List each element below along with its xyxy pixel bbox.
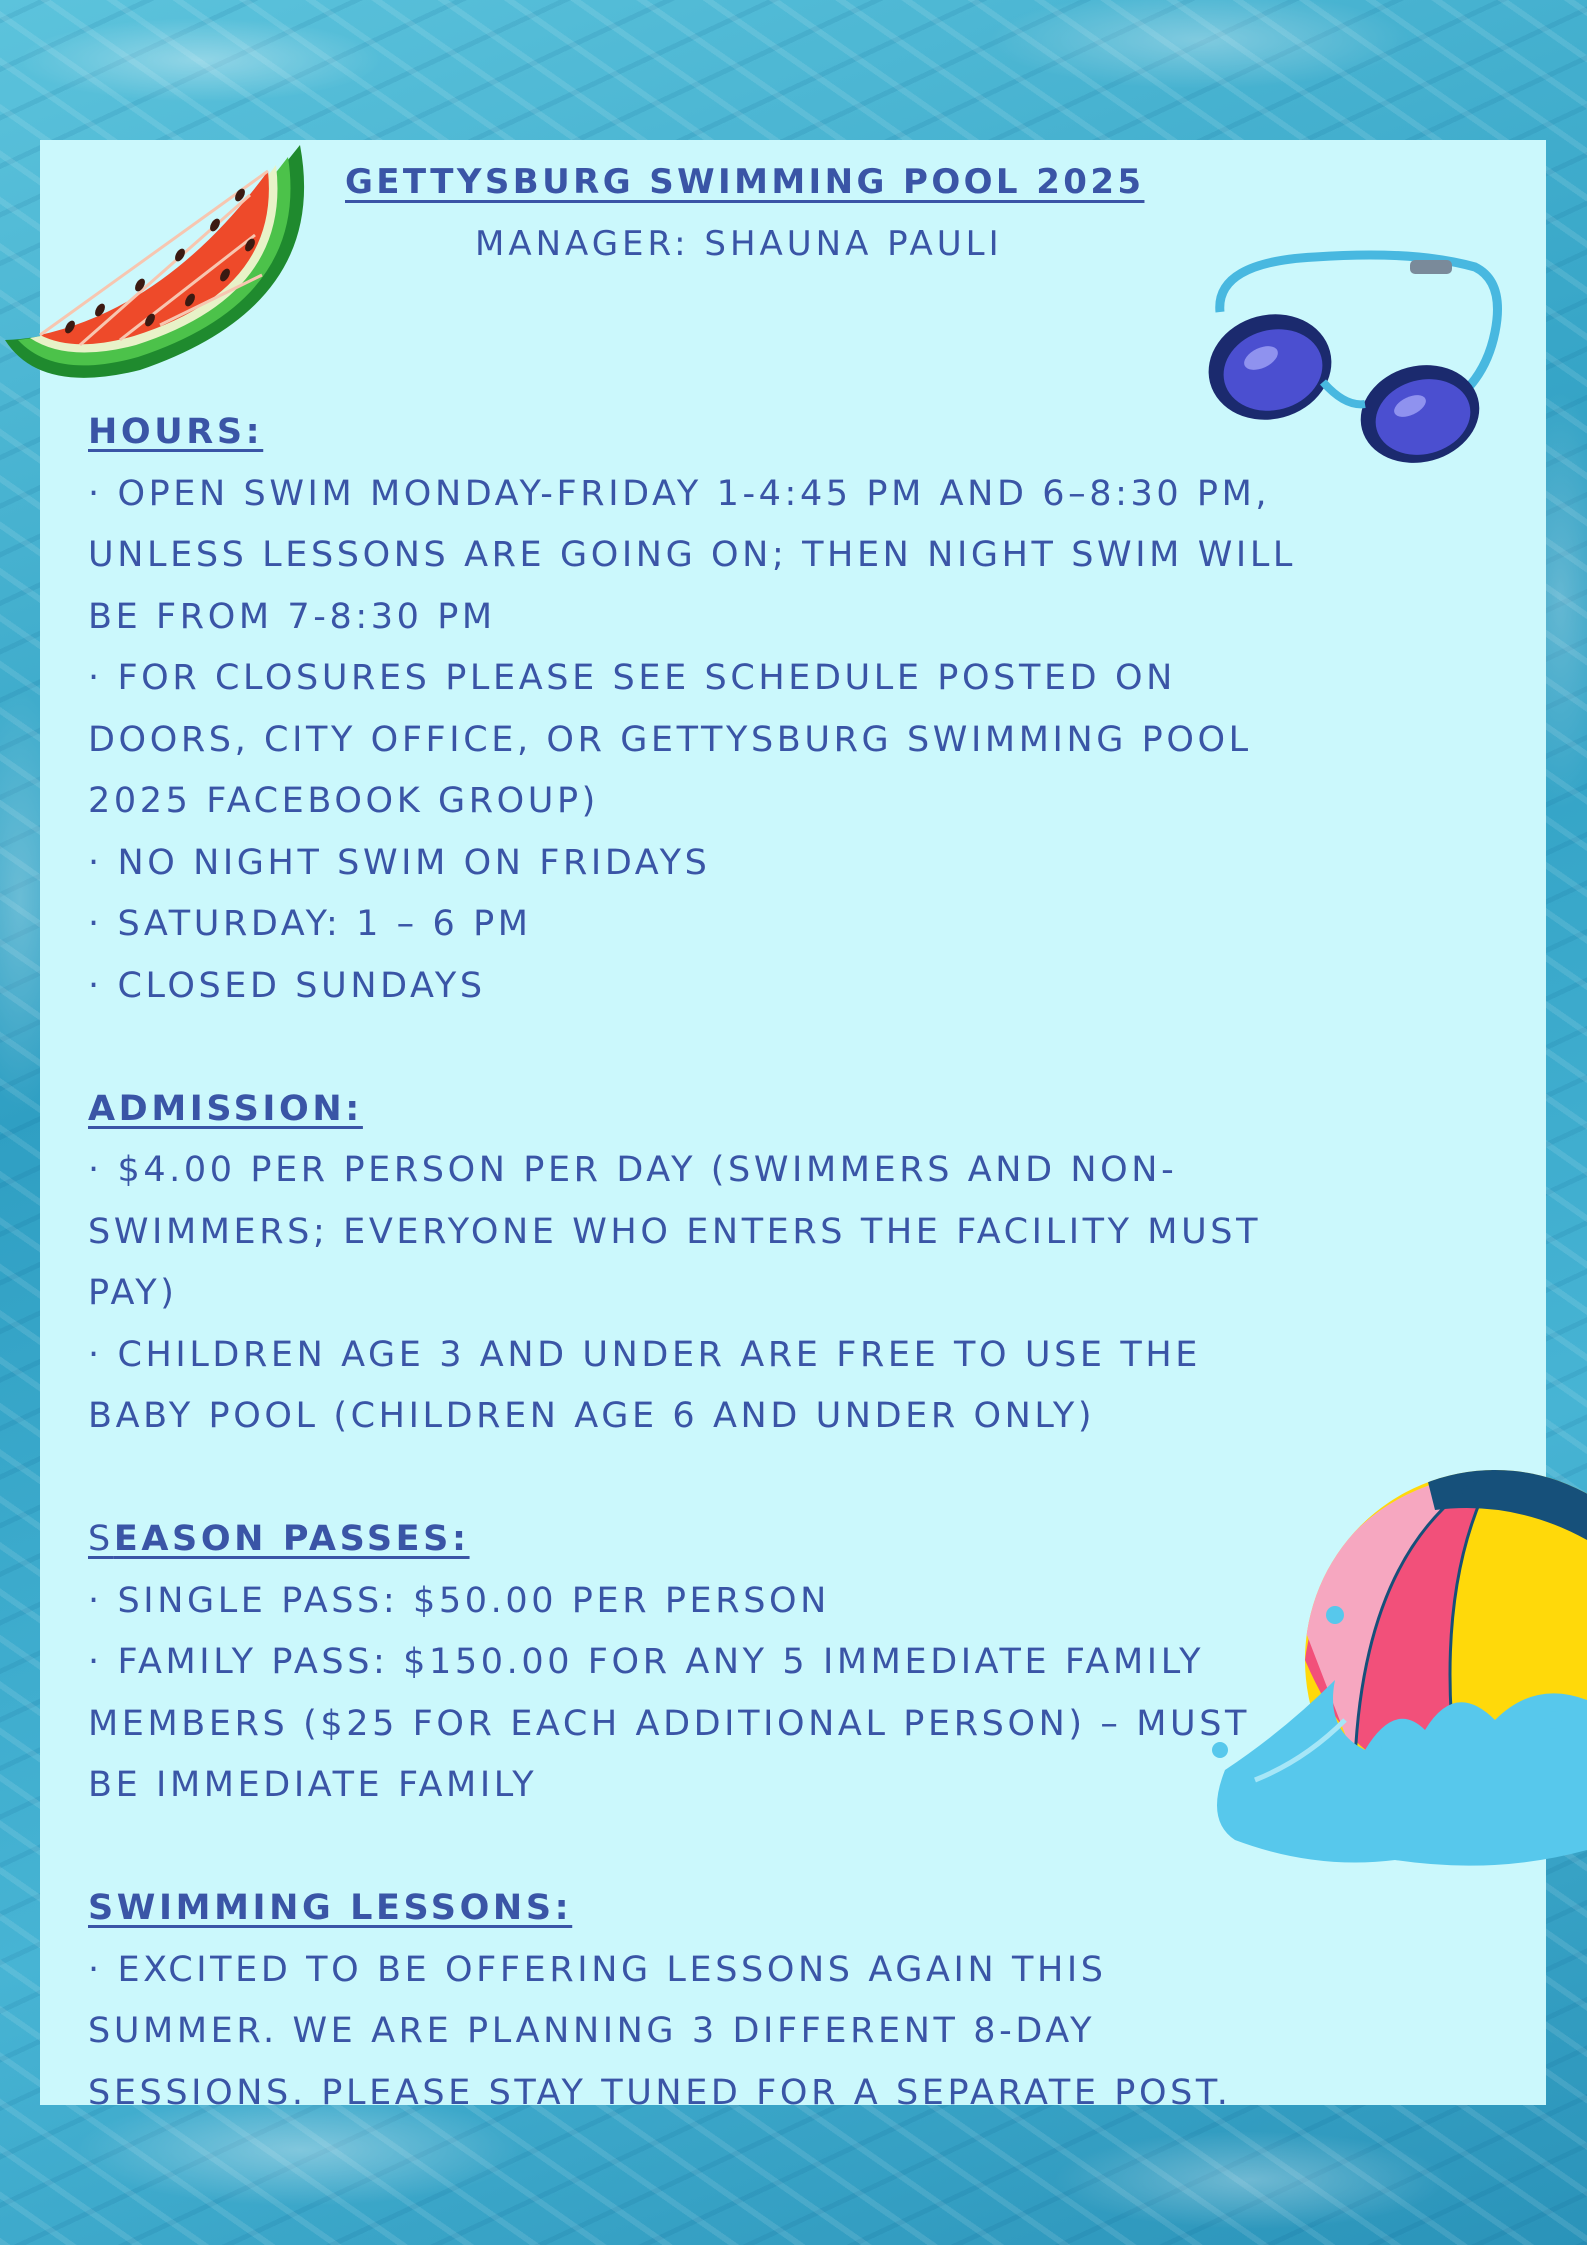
watermelon-float-icon bbox=[0, 135, 320, 385]
admission-line: BABY POOL (CHILDREN AGE 6 AND UNDER ONLY) bbox=[88, 1396, 1096, 1436]
page-title: GETTYSBURG SWIMMING POOL 2025 bbox=[345, 162, 1145, 202]
admission-line: SWIMMERS; EVERYONE WHO ENTERS THE FACILITY MUST bbox=[88, 1211, 1262, 1252]
lessons-line: · EXCITED TO BE OFFERING LESSONS AGAIN THIS bbox=[88, 1949, 1107, 1990]
season-passes-heading: SEASON PASSES: bbox=[88, 1519, 470, 1559]
admission-heading: ADMISSION: bbox=[88, 1088, 363, 1129]
season-passes-line: · FAMILY PASS: $150.00 FOR ANY 5 IMMEDIATE FAMILY bbox=[88, 1642, 1205, 1682]
hours-line: · CLOSED SUNDAYS bbox=[88, 965, 486, 1006]
admission-line: · $4.00 PER PERSON PER DAY (SWIMMERS AND NON- bbox=[88, 1150, 1178, 1190]
season-passes-line: MEMBERS ($25 FOR EACH ADDITIONAL PERSON) – MUST bbox=[88, 1703, 1250, 1744]
lessons-line: SESSIONS. PLEASE STAY TUNED FOR A SEPARATE POST. bbox=[88, 2072, 1232, 2113]
hours-line: BE FROM 7-8:30 PM bbox=[88, 596, 496, 637]
hours-line: UNLESS LESSONS ARE GOING ON; THEN NIGHT SWIM WILL bbox=[88, 535, 1297, 575]
admission-line: · CHILDREN AGE 3 AND UNDER ARE FREE TO USE THE bbox=[88, 1334, 1201, 1375]
lessons-line: SUMMER. WE ARE PLANNING 3 DIFFERENT 8-DAY bbox=[88, 2011, 1096, 2051]
hours-line: 2025 FACEBOOK GROUP) bbox=[88, 781, 599, 821]
swimming-lessons-heading: SWIMMING LESSONS: bbox=[88, 1888, 573, 1928]
hours-line: · FOR CLOSURES PLEASE SEE SCHEDULE POSTED ON bbox=[88, 658, 1176, 698]
hours-line: · OPEN SWIM MONDAY-FRIDAY 1-4:45 PM AND 6–8:30 PM, bbox=[88, 473, 1271, 514]
admission-line: PAY) bbox=[88, 1273, 178, 1313]
hours-line: · NO NIGHT SWIM ON FRIDAYS bbox=[88, 842, 711, 883]
hours-heading: HOURS: bbox=[88, 412, 264, 452]
hours-line: · SATURDAY: 1 – 6 PM bbox=[88, 904, 532, 944]
season-passes-line: · SINGLE PASS: $50.00 PER PERSON bbox=[88, 1580, 830, 1621]
hours-line: DOORS, CITY OFFICE, OR GETTYSBURG SWIMMING POOL bbox=[88, 719, 1252, 760]
manager-line: MANAGER: SHAUNA PAULI bbox=[475, 224, 1003, 264]
flyer-content bbox=[88, 402, 1508, 2124]
season-passes-line: BE IMMEDIATE FAMILY bbox=[88, 1765, 538, 1805]
